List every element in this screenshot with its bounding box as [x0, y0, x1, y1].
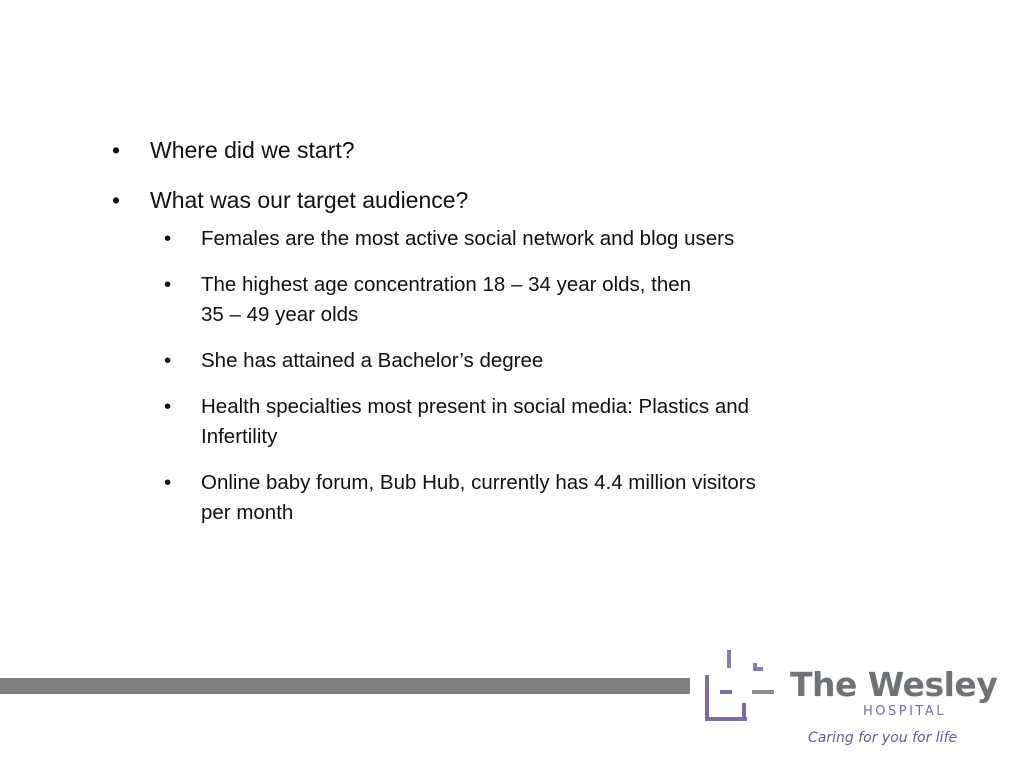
bullet-item [112, 134, 912, 166]
footer-bar [0, 678, 690, 694]
sub-bullet-item [112, 224, 932, 254]
sub-bullet-line: 35 – 49 year olds [201, 303, 359, 326]
logo-name: The Wesley [790, 665, 998, 704]
bullet-text: Where did we start? [150, 137, 355, 163]
sub-bullet-line: Health specialties most present in social media: Plastics and [201, 395, 750, 418]
bullet-dot: • [112, 137, 121, 163]
sub-bullet-line: She has attained a Bachelor’s degree [201, 349, 544, 372]
sub-bullet-item [112, 270, 932, 330]
bullet-dot: • [164, 395, 172, 418]
sub-bullet-line: per month [201, 501, 294, 524]
bullet-dot: • [164, 471, 172, 494]
bullet-text: What was our target audience? [150, 187, 469, 213]
bullet-dot: • [164, 349, 172, 372]
sub-bullet-line: Online baby forum, Bub Hub, currently has 4.4 million visitors [201, 471, 756, 494]
bullet-dot: • [164, 227, 172, 250]
wesley-hospital-logo [700, 645, 998, 755]
bullet-list [112, 134, 912, 234]
sub-bullet-item [112, 392, 932, 452]
bullet-dot: • [112, 187, 121, 213]
sub-bullet-line: Infertility [201, 425, 278, 448]
sub-bullet-list [112, 224, 932, 544]
sub-bullet-line: The highest age concentration 18 – 34 year olds, then [201, 273, 692, 296]
sub-bullet-line: Females are the most active social network and blog users [201, 227, 735, 250]
logo-tagline: Caring for you for life [808, 730, 958, 746]
wesley-cross-icon [700, 645, 780, 725]
bullet-dot: • [164, 273, 172, 296]
sub-bullet-item [112, 346, 932, 376]
logo-subtitle: HOSPITAL [863, 704, 947, 719]
sub-bullet-item [112, 468, 932, 528]
bullet-item [112, 184, 912, 216]
